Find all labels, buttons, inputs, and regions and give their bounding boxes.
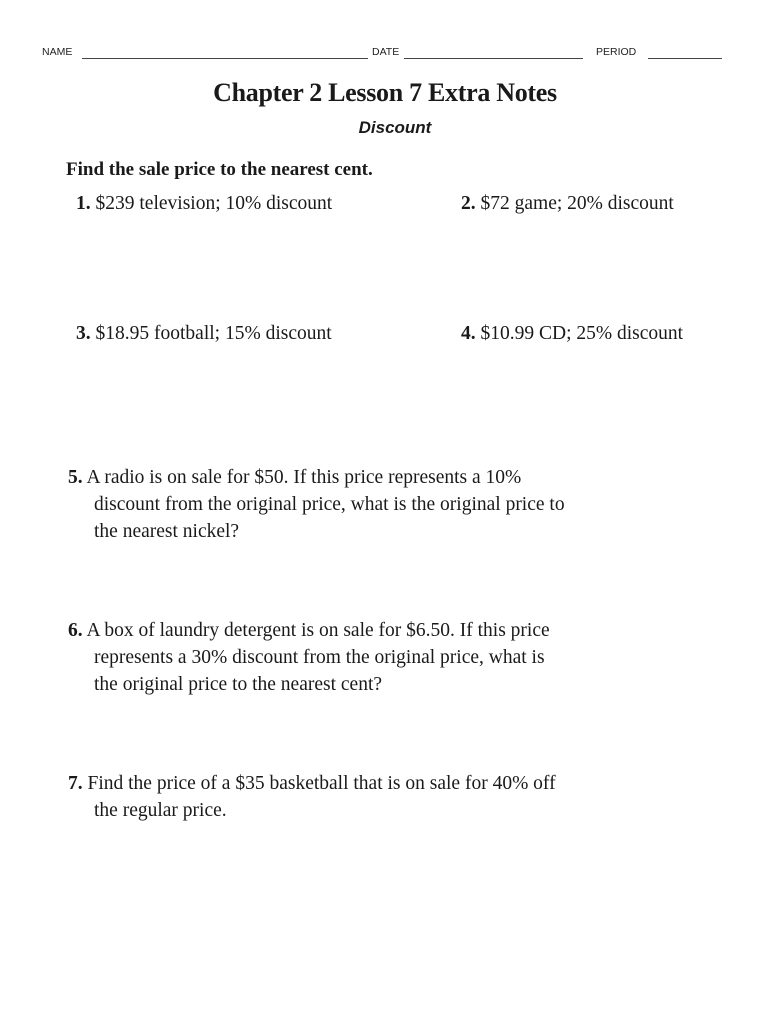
period-line — [648, 58, 722, 59]
problem-3 — [76, 320, 332, 347]
problem-6 — [68, 617, 628, 698]
problem-7 — [68, 770, 628, 824]
problem-line: represents a 30% discount from the original price, what is — [94, 647, 545, 668]
problem-1 — [76, 190, 332, 217]
problem-number: 7. — [68, 773, 83, 794]
problem-line: 6. A box of laundry detergent is on sale for $6.50. If this price — [68, 620, 550, 641]
page-title: Chapter 2 Lesson 7 Extra Notes — [213, 78, 557, 107]
date-line — [404, 58, 583, 59]
period-label: PERIOD — [596, 46, 637, 58]
problem-line: the original price to the nearest cent? — [94, 674, 383, 695]
problem-text: $239 television; 10% discount — [95, 193, 333, 214]
page-subtitle: Discount — [358, 118, 432, 137]
problem-line: discount from the original price, what is the original price to — [94, 494, 565, 515]
problem-text: $10.99 CD; 25% discount — [480, 323, 684, 344]
instructions: Find the sale price to the nearest cent. — [66, 159, 373, 180]
problem-number: 2. — [461, 193, 476, 214]
problem-number: 3. — [76, 323, 91, 344]
problem-5 — [68, 464, 628, 545]
problem-number: 4. — [461, 323, 476, 344]
date-label: DATE — [372, 46, 400, 58]
problem-number: 5. — [68, 467, 83, 488]
problem-line: the regular price. — [94, 800, 227, 821]
worksheet-header — [0, 46, 770, 62]
problem-line: the nearest nickel? — [94, 521, 240, 542]
name-label: NAME — [42, 46, 73, 58]
problem-line: 7. Find the price of a $35 basketball that is on sale for 40% off — [68, 773, 556, 794]
problem-4 — [461, 320, 683, 347]
problem-number: 6. — [68, 620, 83, 641]
problem-text: $18.95 football; 15% discount — [95, 323, 332, 344]
problem-text: $72 game; 20% discount — [480, 193, 674, 214]
problem-2 — [461, 190, 674, 217]
problem-number: 1. — [76, 193, 91, 214]
name-line — [82, 58, 368, 59]
problem-line: 5. A radio is on sale for $50. If this price represents a 10% — [68, 467, 522, 488]
